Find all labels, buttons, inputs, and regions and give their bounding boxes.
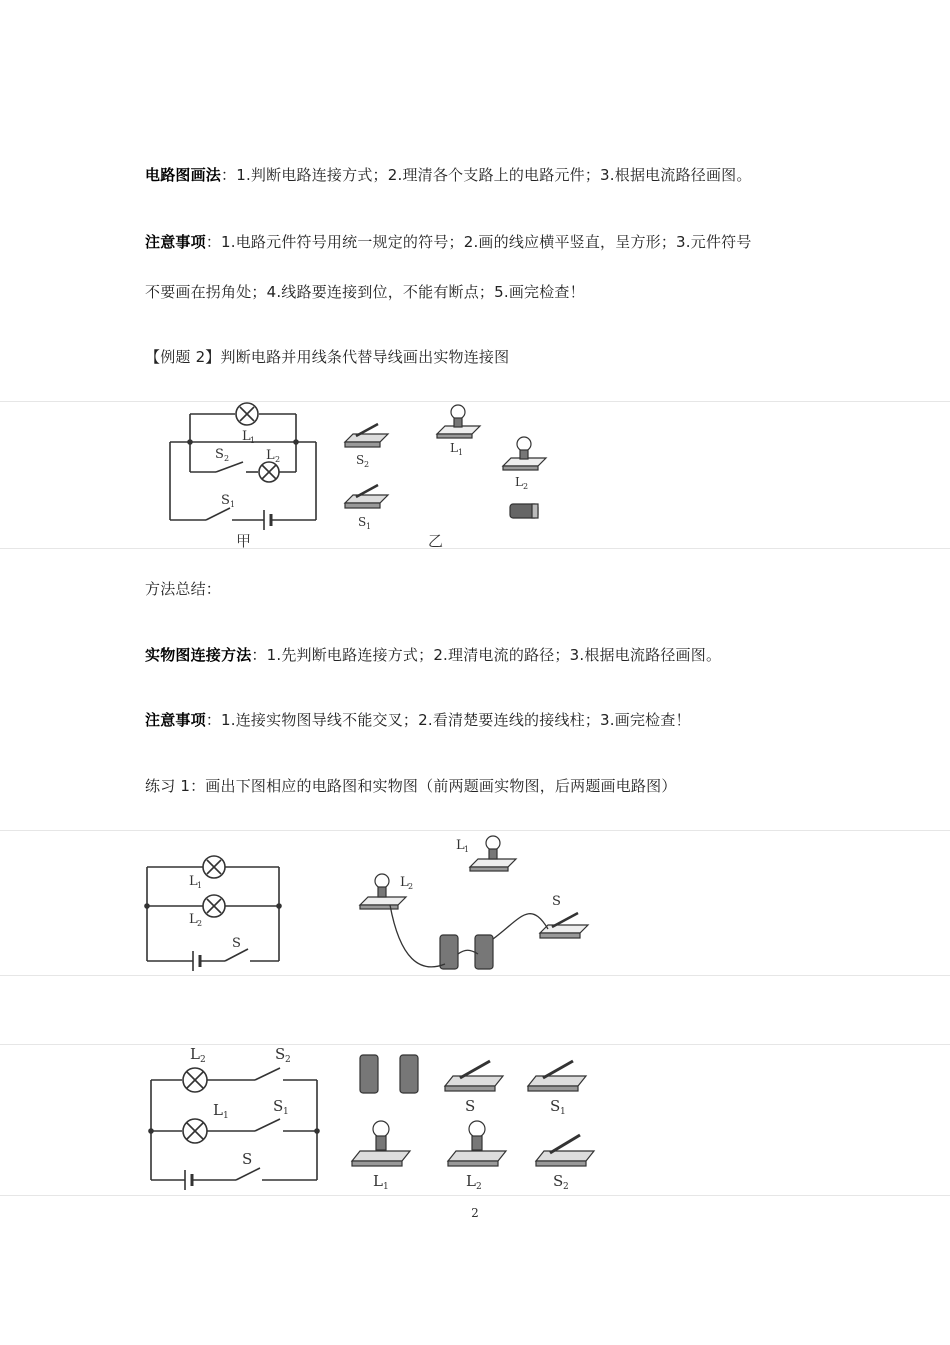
exercise-1-heading [145,775,677,796]
label-S1-sub: 1 [230,500,236,509]
exercise-figure-1 [0,829,950,977]
label-phys-S: S [552,894,561,909]
label-yi-L1: L [450,441,458,455]
label-phys-L2: L [466,1172,476,1190]
notes-1 [145,231,752,252]
line-text: ：1.判断电路连接方式；2.理清各个支路上的电路元件；3.根据电流路径画图。 [221,166,752,184]
label-S: S [232,936,241,951]
example-2-heading [145,346,509,367]
label-L2: L [266,448,275,463]
label-phys-S1-sub: 1 [560,1107,566,1117]
label-yi-L2: L [515,475,523,489]
label-jia: 甲 [236,532,252,550]
label-L2: L [190,1045,200,1063]
label-L1: L [242,429,251,444]
label-phys-S: S [465,1097,476,1115]
label-S2: S [275,1045,286,1063]
line-text: 练习 1：画出下图相应的电路图和实物图（前两题画实物图，后两题画电路图） [145,777,677,795]
label-phys-L1-sub: 1 [464,845,470,854]
example-2-figure [0,400,950,550]
label-S2-sub: 2 [285,1055,291,1065]
line-label: 实物图连接方法 [145,646,252,664]
label-L1: L [189,874,198,889]
notes-2 [145,709,691,730]
label-L2-sub: 2 [197,919,203,928]
label-phys-L1: L [456,838,465,853]
notes-1-continued [145,281,585,302]
label-phys-L2: L [400,875,409,890]
circuit-drawing-method [145,164,752,185]
line-text: ：1.先判断电路连接方式；2.理清电流的路径；3.根据电流路径画图。 [251,646,722,664]
label-phys-L2-sub: 2 [476,1182,482,1192]
label-yi-S1: S [358,515,367,529]
label-L2: L [189,912,198,927]
label-phys-S2: S [553,1172,564,1190]
line-text: 【例题 2】判断电路并用线条代替导线画出实物连接图 [145,348,510,366]
label-S1: S [273,1097,284,1115]
line-text: 不要画在拐角处；4.线路要连接到位，不能有断点；5.画完检查！ [145,283,585,301]
label-S2: S [215,447,224,462]
label-phys-L1: L [373,1172,383,1190]
label-yi-L1-sub: 1 [458,448,464,457]
label-L2-sub: 2 [200,1055,206,1065]
line-label: 注意事项 [145,711,206,729]
label-S: S [242,1150,253,1168]
physical-connection-method [145,644,721,665]
label-phys-L1-sub: 1 [383,1182,389,1192]
label-S1-sub: 1 [283,1107,289,1117]
label-yi-S2: S [356,453,365,467]
label-yi: 乙 [428,532,444,550]
label-L1-sub: 1 [223,1111,229,1121]
line-text: 方法总结： [145,580,222,598]
line-text: ：1.电路元件符号用统一规定的符号；2.画的线应横平竖直，呈方形；3.元件符号 [205,233,752,251]
line-label: 电路图画法 [145,166,222,184]
page-number: 2 [471,1206,479,1220]
label-phys-L2-sub: 2 [408,882,414,891]
exercise-figure-2 [0,1043,950,1195]
line-text: ：1.连接实物图导线不能交叉；2.看清楚要连线的接线柱；3.画完检查！ [205,711,691,729]
label-yi-S2-sub: 2 [364,460,370,469]
label-S2-sub: 2 [224,454,230,463]
label-phys-S1: S [550,1097,561,1115]
label-L2-sub: 2 [275,455,281,464]
label-yi-L2-sub: 2 [523,482,529,491]
label-L1-sub: 1 [250,436,256,445]
line-label: 注意事项 [145,233,206,251]
label-L1-sub: 1 [197,881,203,890]
label-L1: L [213,1101,223,1119]
label-phys-S2-sub: 2 [563,1182,569,1192]
method-summary-heading [145,578,221,599]
label-yi-S1-sub: 1 [366,522,372,531]
label-S1: S [221,493,230,508]
